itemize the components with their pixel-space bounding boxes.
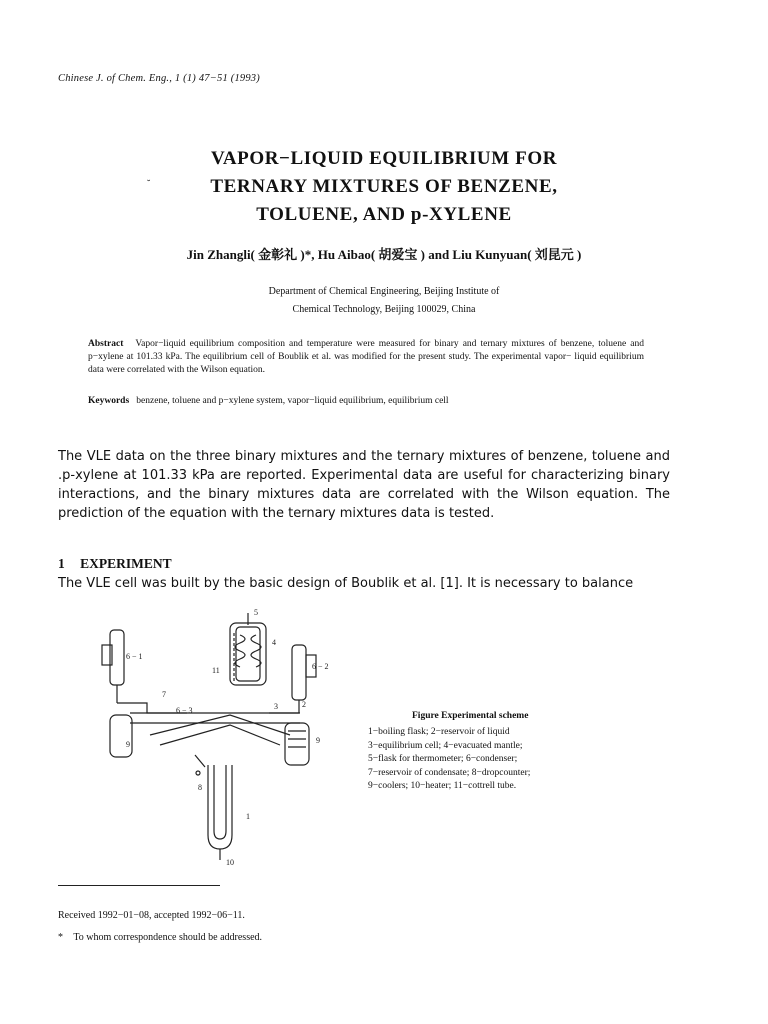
keywords-text: benzene, toluene and p−xylene system, vapor−liquid equilibrium, equilibrium cell	[136, 396, 449, 406]
figure-callouts	[126, 608, 329, 867]
experiment-paragraph: The VLE cell was built by the basic design of Boublik et al. [1]. It is necessary to balance	[58, 576, 634, 591]
experimental-scheme-figure	[90, 605, 340, 870]
figure-legend-line: 9−coolers; 10−heater; 11−cottrell tube.	[368, 781, 517, 791]
equilibrium-cell-body	[110, 713, 309, 765]
cottrell-tube-assembly	[230, 613, 266, 685]
stray-mark: ˘	[147, 179, 151, 190]
callout-9-left: 9	[126, 740, 130, 749]
intro-paragraph: The VLE data on the three binary mixtures and the ternary mixtures of benzene, toluene and .p-xylene at 101.33 kPa are reported. Experimental data are useful for characterizing binary interactions, and the binary mixtures data are correlated with the Wilson equation. The prediction of the equation with the ternary mixtures data is tested.	[58, 449, 670, 521]
figure-legend-line: 7−reservoir of condensate; 8−dropcounter;	[368, 767, 531, 778]
callout-8: 8	[198, 783, 202, 792]
correspondence-note	[58, 932, 262, 943]
callout-6-2: 6 − 2	[312, 662, 329, 671]
paper-title-line-3: TOLUENE, AND p-XYLENE	[256, 204, 512, 225]
callout-2: 2	[302, 700, 306, 709]
callout-6-1: 6 − 1	[126, 652, 143, 661]
callout-1: 1	[246, 812, 250, 821]
figure-legend-line: 5−flask for thermometer; 6−condenser;	[368, 754, 518, 764]
callout-9-right: 9	[316, 736, 320, 745]
figure-legend-line: 1−boiling flask; 2−reservoir of liquid	[368, 727, 510, 737]
callout-4: 4	[272, 638, 276, 647]
callout-5: 5	[254, 608, 258, 617]
callout-11: 11	[212, 666, 220, 675]
footnote-marker: *	[58, 932, 63, 943]
condenser-left	[102, 630, 187, 713]
keywords-label: Keywords	[88, 396, 130, 406]
footnote-divider	[58, 885, 220, 886]
callout-6-3: 6 − 3	[176, 706, 193, 715]
section-heading	[58, 556, 172, 572]
author-list: Jin Zhangli( 金彰礼 )*, Hu Aibao( 胡爱宝 ) and Liu Kunyuan( 刘昆元 )	[186, 247, 582, 262]
callout-10: 10	[226, 858, 234, 867]
abstract-label: Abstract	[88, 339, 124, 349]
figure-caption: Figure Experimental scheme	[412, 711, 529, 721]
journal-reference: Chinese J. of Chem. Eng., 1 (1) 47−51 (1993)	[58, 73, 260, 84]
correspondence-text: To whom correspondence should be addressed.	[73, 932, 263, 943]
boiling-flask	[195, 755, 232, 860]
affiliation-line-2: Chemical Technology, Beijing 100029, China	[292, 304, 476, 315]
figure-legend	[368, 726, 668, 794]
callout-3: 3	[274, 702, 278, 711]
abstract	[88, 338, 644, 378]
abstract-text: Vapor−liquid equilibrium composition and temperature were measured for binary and ternary mixtures of benzene, toluene and p−xylene at 101.33 kPa. The equilibrium cell of Boublik et al. was modified for the present study. The experimental vapor− liquid equilibrium data were correlated with the Wilson equation.	[88, 339, 644, 376]
affiliation-line-1: Department of Chemical Engineering, Beijing Institute of	[268, 286, 500, 297]
section-title: EXPERIMENT	[80, 556, 172, 571]
paper-title-line-2: TERNARY MIXTURES OF BENZENE,	[210, 176, 558, 197]
received-dates: Received 1992−01−08, accepted 1992−06−11.	[58, 910, 245, 921]
callout-7: 7	[162, 690, 166, 699]
figure-legend-line: 3−equilibrium cell; 4−evacuated mantle;	[368, 740, 523, 751]
section-number: 1	[58, 556, 65, 571]
paper-title-line-1: VAPOR−LIQUID EQUILIBRIUM FOR	[210, 148, 558, 169]
keywords	[88, 396, 644, 406]
